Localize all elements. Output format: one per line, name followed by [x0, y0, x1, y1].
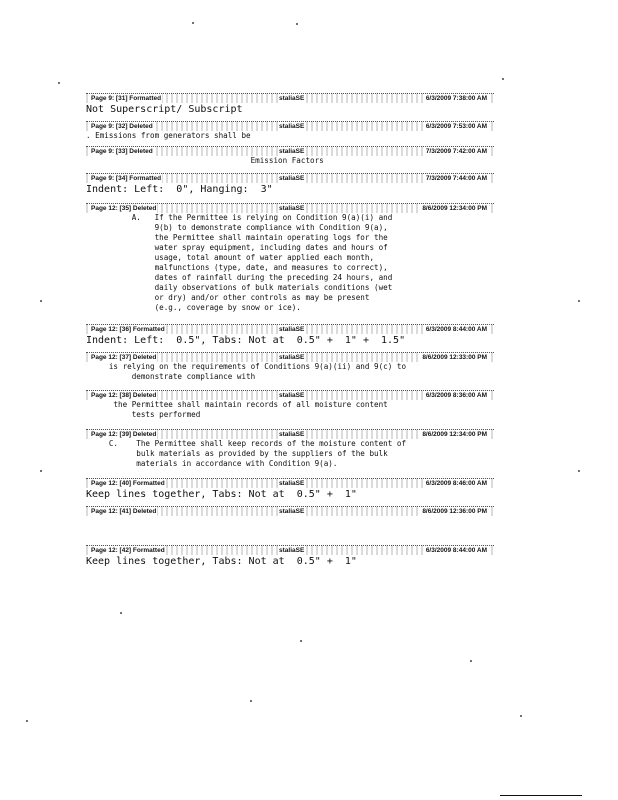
- revision-author: staliaSE: [279, 431, 305, 438]
- revision-header: [86, 324, 494, 334]
- revision-entry: [86, 121, 494, 141]
- revision-text: [86, 213, 494, 313]
- revision-text-line: 9(b) to demonstrate compliance with Condition 9(a),: [86, 223, 388, 232]
- scan-speck: [40, 300, 42, 302]
- revision-author: staliaSE: [279, 508, 305, 515]
- revision-label: Page 12: [36] Formatted: [91, 326, 165, 333]
- revision-label: Page 12: [39] Deleted: [91, 431, 157, 438]
- revision-header: [86, 390, 494, 400]
- scan-speck: [58, 82, 60, 84]
- revision-text: [86, 184, 494, 195]
- revision-label: Page 12: [42] Formatted: [91, 547, 165, 554]
- revision-entry: [86, 390, 494, 420]
- revision-entry: [86, 93, 494, 115]
- revision-text-line: A. If the Permittee is relying on Condition 9(a)(i) and: [86, 213, 393, 222]
- revision-date: 8/6/2009 12:34:00 PM: [422, 431, 487, 438]
- revision-author: staliaSE: [279, 326, 305, 333]
- revision-header: [86, 506, 494, 516]
- revision-text-line: the Permittee shall maintain records of all moisture content: [86, 400, 388, 409]
- revision-header: [86, 352, 494, 362]
- revision-text-line: Not Superscript/ Subscript: [86, 104, 243, 115]
- footnote-rule: [500, 795, 582, 796]
- revision-label: Page 9: [33] Deleted: [91, 148, 153, 155]
- revision-entry: [86, 506, 494, 516]
- revision-header: [86, 429, 494, 439]
- revision-text-line: Indent: Left: 0.5", Tabs: Not at 0.5" + 1" + 1.5": [86, 335, 406, 346]
- revision-label: Page 12: [41] Deleted: [91, 508, 157, 515]
- revision-entry: [86, 478, 494, 500]
- scan-speck: [40, 470, 42, 472]
- revision-text-line: bulk materials as provided by the suppliers of the bulk: [86, 449, 388, 458]
- revision-label: Page 12: [35] Deleted: [91, 205, 157, 212]
- revision-header: [86, 545, 494, 555]
- revision-header: [86, 121, 494, 131]
- revision-header: [86, 173, 494, 183]
- revision-text: [86, 104, 494, 115]
- revision-text-line: Keep lines together, Tabs: Not at 0.5" + 1": [86, 556, 357, 567]
- revision-entry: [86, 352, 494, 382]
- revision-author: staliaSE: [279, 123, 305, 130]
- revision-date: 6/3/2009 8:44:00 AM: [425, 547, 487, 554]
- revision-header: [86, 93, 494, 103]
- scan-speck: [578, 470, 580, 472]
- scan-speck: [502, 78, 504, 80]
- revision-date: 8/6/2009 12:34:00 PM: [422, 205, 487, 212]
- revision-label: Page 9: [32] Deleted: [91, 123, 153, 130]
- revision-entry: [86, 203, 494, 313]
- revision-author: staliaSE: [279, 354, 305, 361]
- revision-entry: [86, 146, 494, 166]
- revision-text: [86, 362, 494, 382]
- revision-text: [86, 335, 494, 346]
- revision-text-line: tests performed: [86, 410, 201, 419]
- scan-speck: [470, 660, 472, 662]
- revision-author: staliaSE: [279, 205, 305, 212]
- revision-text-line: is relying on the requirements of Conditions 9(a)(ii) and 9(c) to: [86, 362, 407, 371]
- revision-entry: [86, 429, 494, 469]
- revision-label: Page 12: [38] Deleted: [91, 392, 157, 399]
- scan-speck: [120, 612, 122, 614]
- revision-text-line: usage, total amount of water applied each month,: [86, 253, 375, 262]
- revision-text: [86, 489, 494, 500]
- scan-speck: [192, 22, 194, 24]
- revision-date: 8/6/2009 12:33:00 PM: [422, 354, 487, 361]
- revision-text: [86, 156, 494, 166]
- revision-author: staliaSE: [279, 392, 305, 399]
- scan-speck: [26, 720, 28, 722]
- scan-speck: [300, 640, 302, 642]
- revision-text-line: (e.g., coverage by snow or ice).: [86, 303, 301, 312]
- revision-text: [86, 131, 494, 141]
- revision-entry: [86, 324, 494, 346]
- revision-text-line: or dry) and/or other controls as may be present: [86, 293, 370, 302]
- revision-text: [86, 400, 494, 420]
- revision-text-line: . Emissions from generators shall be: [86, 131, 251, 140]
- revision-text-line: malfunctions (type, date, and measures to correct),: [86, 263, 388, 272]
- revision-text-line: Emission Factors: [86, 156, 324, 165]
- revision-entry: [86, 173, 494, 195]
- revision-date: 6/3/2009 8:46:00 AM: [425, 480, 487, 487]
- revision-date: 8/6/2009 12:36:00 PM: [422, 508, 487, 515]
- revision-text: [86, 439, 494, 469]
- revision-text-line: demonstrate compliance with: [86, 372, 256, 381]
- scan-speck: [250, 700, 252, 702]
- revision-text-line: Indent: Left: 0", Hanging: 3": [86, 184, 273, 195]
- revision-text-line: materials in accordance with Condition 9(a).: [86, 459, 338, 468]
- revision-header: [86, 203, 494, 213]
- revision-author: staliaSE: [279, 175, 305, 182]
- revision-header: [86, 478, 494, 488]
- revision-text-line: dates of rainfall during the preceding 24 hours, and: [86, 273, 393, 282]
- revision-text: [86, 556, 494, 567]
- revision-text-line: daily observations of bulk materials conditions (wet: [86, 283, 393, 292]
- revision-text-line: water spray equipment, including dates and hours of: [86, 243, 388, 252]
- revision-date: 6/3/2009 8:36:00 AM: [425, 392, 487, 399]
- scan-speck: [520, 715, 522, 717]
- revision-author: staliaSE: [279, 95, 305, 102]
- revision-label: Page 12: [37] Deleted: [91, 354, 157, 361]
- revision-entry: [86, 545, 494, 567]
- revision-text-line: the Permittee shall maintain operating logs for the: [86, 233, 388, 242]
- revision-author: staliaSE: [279, 148, 305, 155]
- scan-speck: [296, 23, 298, 25]
- scan-speck: [578, 300, 580, 302]
- revision-header: [86, 146, 494, 156]
- revision-text-line: C. The Permittee shall keep records of the moisture content of: [86, 439, 407, 448]
- revision-date: 6/3/2009 7:53:00 AM: [425, 123, 487, 130]
- revision-date: 7/3/2009 7:42:00 AM: [425, 148, 487, 155]
- revision-author: staliaSE: [279, 480, 305, 487]
- revision-date: 6/3/2009 8:44:00 AM: [425, 326, 487, 333]
- revision-text-line: Keep lines together, Tabs: Not at 0.5" + 1": [86, 489, 357, 500]
- revision-label: Page 12: [40] Formatted: [91, 480, 165, 487]
- revision-author: staliaSE: [279, 547, 305, 554]
- revision-date: 7/3/2009 7:44:00 AM: [425, 175, 487, 182]
- revision-date: 6/3/2009 7:38:00 AM: [425, 95, 487, 102]
- revision-label: Page 9: [31] Formatted: [91, 95, 162, 102]
- revision-label: Page 9: [34] Formatted: [91, 175, 162, 182]
